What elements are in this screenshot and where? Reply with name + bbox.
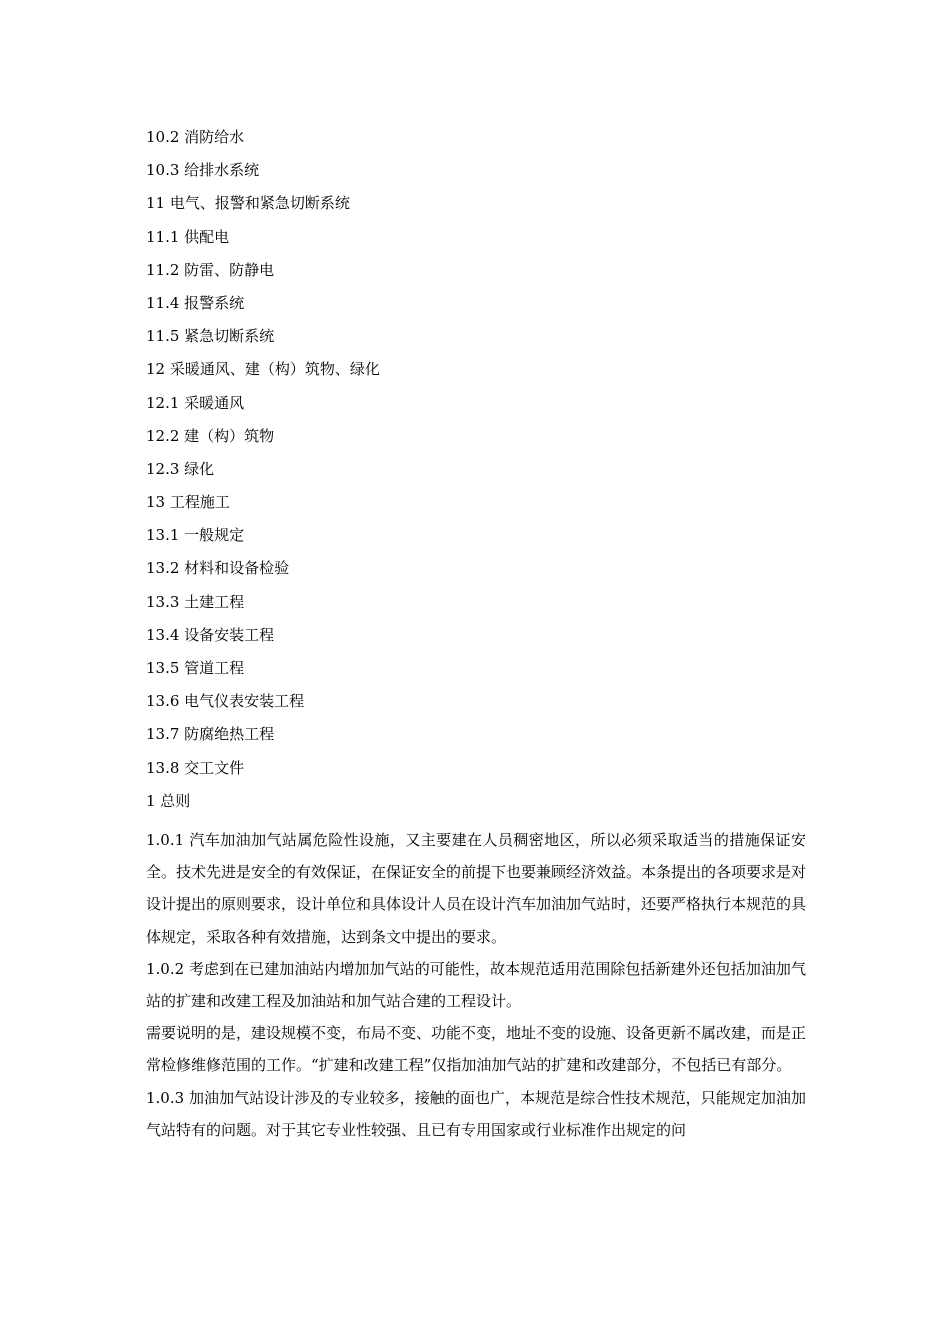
toc-item: 13.6 电气仪表安装工程 bbox=[146, 692, 305, 711]
toc-item: 11.5 紧急切断系统 bbox=[146, 327, 275, 346]
toc-item: 12.1 采暖通风 bbox=[146, 393, 245, 412]
toc-item: 12 采暖通风、建（构）筑物、绿化 bbox=[146, 360, 380, 379]
toc-item: 11.4 报警系统 bbox=[146, 293, 245, 312]
paragraph: 需要说明的是，建设规模不变，布局不变、功能不变，地址不变的设施、设备更新不属改建，而是正常检修维修范围的工作。“扩建和改建工程”仅指加油加气站的扩建和改建部分，不包括已有部分。 bbox=[146, 1024, 807, 1075]
paragraph: 1.0.1 汽车加油加气站属危险性设施，又主要建在人员稠密地区，所以必须采取适当的措施保证安全。技术先进是安全的有效保证，在保证安全的前提下也要兼顾经济效益。本条提出的各项要求是对设计提出的原则要求，设计单位和具体设计人员在设计汽车加油加气站时，还要严格执行本规范的具体规定，采取各种有效措施，达到条文中提出的要求。 bbox=[146, 831, 807, 946]
table-of-contents bbox=[146, 124, 806, 788]
toc-item: 13.2 材料和设备检验 bbox=[146, 559, 290, 578]
toc-item: 13.5 管道工程 bbox=[146, 659, 245, 677]
toc-item: 13.7 防腐绝热工程 bbox=[146, 725, 275, 744]
toc-item: 10.2 消防给水 bbox=[146, 128, 245, 146]
paragraph: 1.0.2 考虑到在已建加油站内增加加气站的可能性，故本规范适用范围除包括新建外还包括加油加气站的扩建和改建工程及加油站和加气站合建的工程设计。 bbox=[146, 959, 806, 1011]
paragraph: 1.0.3 加油加气站设计涉及的专业较多，接触的面也广，本规范是综合性技术规范，只能规定加油加气站特有的问题。对于其它专业性较强、且已有专用国家或行业标准作出规定的问 bbox=[146, 1088, 806, 1139]
toc-item: 11.2 防雷、防静电 bbox=[146, 260, 275, 279]
toc-item: 12.2 建（构）筑物 bbox=[146, 426, 275, 445]
toc-item: 13.8 交工文件 bbox=[146, 758, 245, 777]
toc-item: 10.3 给排水系统 bbox=[146, 161, 260, 180]
toc-item: 13.3 土建工程 bbox=[146, 592, 245, 611]
toc-item: 13.4 设备安装工程 bbox=[146, 625, 275, 644]
toc-item: 13 工程施工 bbox=[146, 493, 230, 512]
toc-item: 11.1 供配电 bbox=[146, 227, 230, 246]
toc-item: 13.1 一般规定 bbox=[146, 526, 245, 545]
section-heading: 1 总则 bbox=[146, 792, 191, 810]
section-body bbox=[146, 824, 806, 1146]
toc-item: 11 电气、报警和紧急切断系统 bbox=[146, 194, 350, 213]
toc-item: 12.3 绿化 bbox=[146, 459, 215, 478]
